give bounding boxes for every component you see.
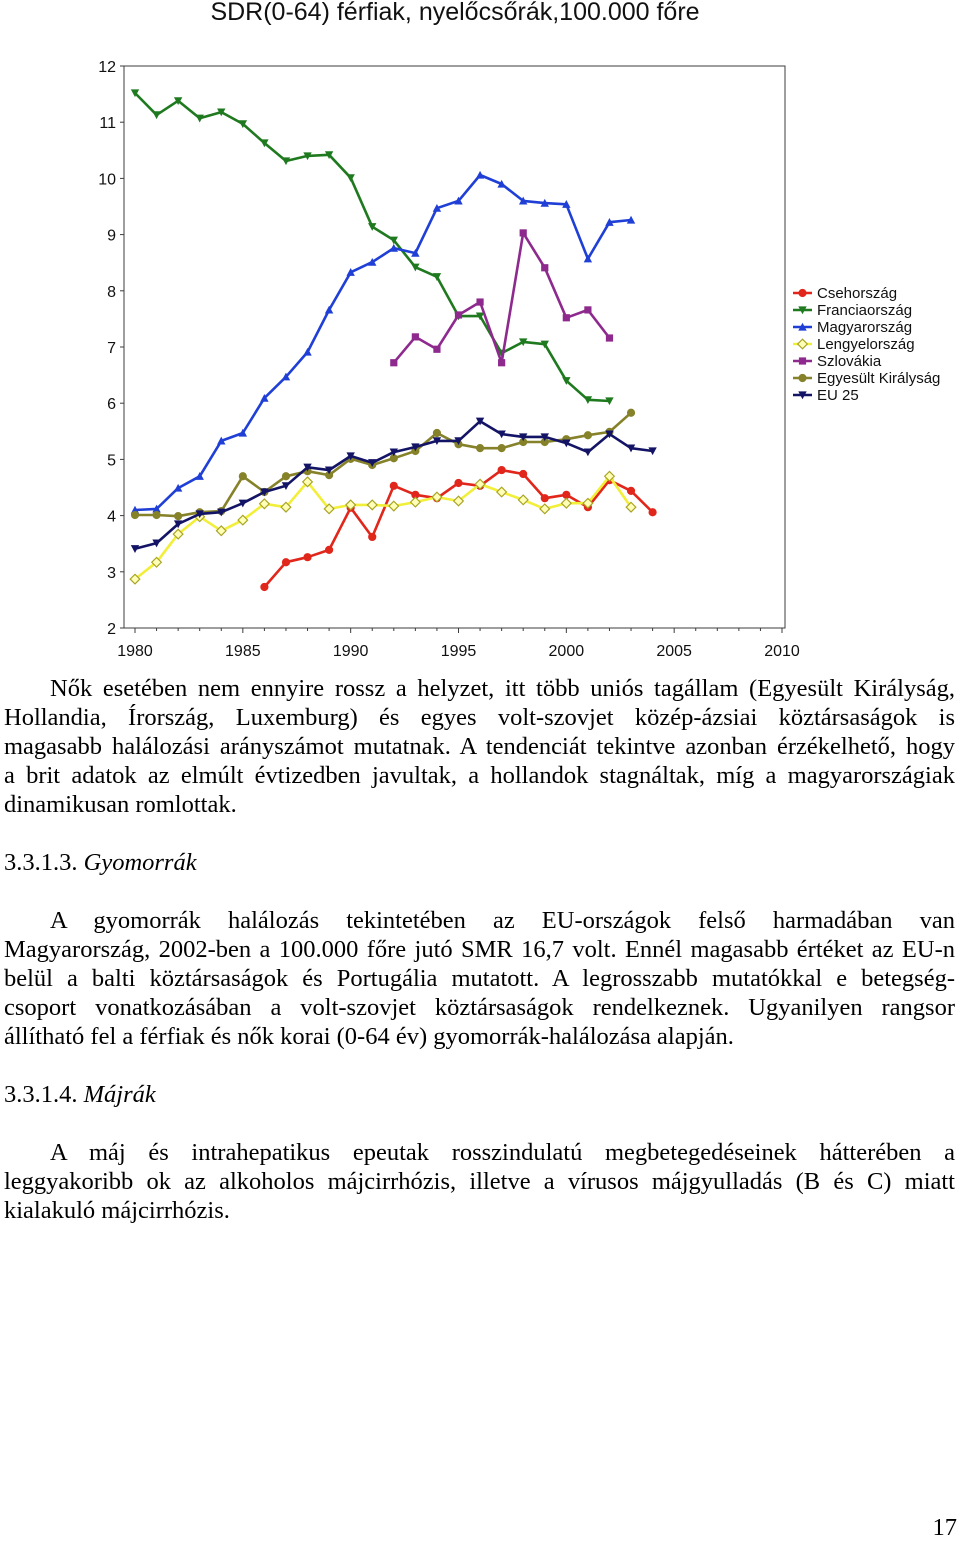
series-franciaorszag <box>131 89 614 405</box>
section-title: Májrák <box>83 1081 156 1108</box>
section-heading-majrak <box>4 1080 955 1109</box>
data-point <box>584 448 592 456</box>
legend-label: Szlovákia <box>817 353 882 370</box>
data-point <box>563 491 570 498</box>
legend-item-csehorszag <box>793 285 897 302</box>
legend-marker <box>799 374 806 381</box>
legend-label: Franciaország <box>817 302 913 319</box>
y-tick-label: 3 <box>107 564 116 582</box>
y-tick-label: 9 <box>107 227 116 245</box>
y-tick-label: 11 <box>99 115 116 133</box>
data-point <box>606 334 613 341</box>
data-point <box>520 229 527 236</box>
data-point <box>498 359 505 366</box>
paragraph-line: A gyomorrák halálozás tekintetében az EU-országok felső harmadában van <box>50 907 955 934</box>
data-point <box>627 487 634 494</box>
paragraph-line: magasabb halálozási arányszámot mutatnak. A tendenciát tekintve azonban érzékelhető, hogy <box>4 733 955 760</box>
data-point <box>390 359 397 366</box>
data-point <box>476 171 484 179</box>
data-point <box>175 513 182 520</box>
data-point <box>497 487 507 497</box>
data-point <box>433 346 440 353</box>
y-tick-label: 12 <box>98 59 116 76</box>
paragraph-line: Magyarország, 2002-ben a 100.000 főre jutó SMR 16,7 volt. Ennél magasabb értéket az EU-n <box>4 936 955 963</box>
x-tick-label: 2005 <box>656 643 692 660</box>
paragraph-line: állítható fel a férfiak és nők korai (0-64 év) gyomorrák-halálozása alapján. <box>4 1023 734 1050</box>
chart-series-layer <box>130 89 657 590</box>
data-point <box>649 509 656 516</box>
data-point <box>152 111 160 119</box>
paragraph-2 <box>4 906 955 1051</box>
data-point <box>476 445 483 452</box>
paragraph-line: A máj és intrahepatikus epeutak rosszindulatú megbetegedéseinek hátterében a <box>50 1139 955 1166</box>
x-tick-label: 1985 <box>225 643 261 660</box>
legend-item-lengyelorszag <box>793 336 915 353</box>
y-tick-label: 2 <box>107 621 116 638</box>
legend-item-egyesult-kiralysag <box>793 370 940 387</box>
data-point <box>412 333 419 340</box>
x-tick-label: 1995 <box>440 643 477 660</box>
legend-item-eu-25 <box>793 387 859 404</box>
data-point <box>433 429 440 436</box>
section-title: Gyomorrák <box>83 849 197 876</box>
legend-item-franciaorszag <box>793 302 912 319</box>
page-number: 17 <box>932 1514 957 1541</box>
section-number: 3.3.1.3. <box>4 849 78 876</box>
data-point <box>369 533 376 540</box>
legend-marker <box>799 289 806 296</box>
series-lengyelorszag <box>130 471 636 583</box>
y-tick-label: 7 <box>107 340 116 357</box>
data-point <box>455 311 462 318</box>
paragraph-line: Hollandia, Írország, Luxemburg) és egyes volt-szovjet közép-ázsiai köztársaságok is <box>4 704 955 731</box>
legend-label: Csehország <box>817 285 898 302</box>
data-point <box>455 479 462 486</box>
data-point <box>498 445 505 452</box>
plot-area-frame <box>124 66 785 628</box>
blank-line <box>4 819 955 848</box>
data-point <box>411 497 421 507</box>
data-point <box>476 298 483 305</box>
data-point <box>584 306 591 313</box>
series-line <box>135 476 631 579</box>
data-point <box>131 511 138 518</box>
paragraph-line: a brit adatok az elmúlt évtizedben javultak, a hollandok stagnáltak, míg a magyarországiak <box>4 762 955 789</box>
legend-item-szlovakia <box>793 353 882 370</box>
paragraph-line: belül a balti köztársaságok és Portugália mutatott. A legrosszabb mutatókkal e betegség- <box>4 965 955 992</box>
data-point <box>153 511 160 518</box>
chart-title: SDR(0-64) férfiak, nyelőcsőrák,100.000 főre <box>210 0 700 26</box>
blank-line <box>4 1051 955 1080</box>
data-point <box>562 498 572 508</box>
legend-label: Magyarország <box>817 319 913 336</box>
paragraph-line: kialakuló májcirrhózis. <box>4 1197 230 1224</box>
section-number: 3.3.1.4. <box>4 1081 78 1108</box>
legend-label: EU 25 <box>817 387 859 404</box>
x-tick-label: 2010 <box>764 643 800 660</box>
data-point <box>390 482 397 489</box>
y-tick-label: 6 <box>107 396 116 414</box>
legend-marker <box>798 339 808 349</box>
paragraph-line: leggyakoribb ok az alkoholos májcirrhózis, illetve a vírusos májgyulladás (B és C) miatt <box>4 1168 955 1195</box>
data-point <box>282 473 289 480</box>
paragraph-3 <box>4 1138 955 1225</box>
data-point <box>540 504 550 514</box>
series-szlovakia <box>390 229 613 366</box>
data-point <box>239 473 246 480</box>
blank-line <box>4 1109 955 1138</box>
data-point <box>304 554 311 561</box>
legend-label: Lengyelország <box>817 336 915 353</box>
chart-legend <box>793 285 940 404</box>
legend-label: Egyesült Királyság <box>817 370 941 387</box>
paragraph-line: Nők esetében nem ennyire rossz a helyzet, itt több uniós tagállam (Egyesült Királyság, <box>50 675 955 702</box>
blank-line <box>4 877 955 906</box>
line-chart <box>0 0 960 665</box>
paragraph-line: csoport vonatkozásában a volt-szovjet köztársaságok rendelkeznek. Ugyanilyen rangsor <box>4 994 955 1021</box>
data-point <box>367 500 377 510</box>
series-line <box>135 93 610 401</box>
x-tick-label: 1980 <box>117 643 153 660</box>
data-point <box>498 466 505 473</box>
y-tick-label: 10 <box>98 171 116 189</box>
y-tick-label: 8 <box>107 283 116 301</box>
series-line <box>394 233 610 363</box>
x-tick-label: 1990 <box>332 643 369 660</box>
paragraph-1 <box>4 674 955 819</box>
data-point <box>261 583 268 590</box>
data-point <box>541 264 548 271</box>
legend-item-magyarorszag <box>793 319 912 336</box>
series-line <box>135 413 631 516</box>
y-tick-label: 4 <box>107 508 116 526</box>
data-point <box>518 495 528 505</box>
section-heading-gyomorrak <box>4 848 955 877</box>
paragraph-line: dinamikusan romlottak. <box>4 791 237 818</box>
data-point <box>584 432 591 439</box>
data-point <box>520 470 527 477</box>
data-point <box>346 174 354 182</box>
series-csehorszag <box>261 466 656 590</box>
data-point <box>563 314 570 321</box>
x-tick-label: 2000 <box>548 643 585 660</box>
data-point <box>326 546 333 553</box>
series-line <box>135 175 631 510</box>
series-line <box>264 470 652 587</box>
legend-marker <box>799 357 806 364</box>
chart-axes <box>98 59 800 660</box>
document-body <box>4 674 955 1225</box>
data-point <box>541 495 548 502</box>
y-tick-label: 5 <box>107 452 116 470</box>
data-point <box>282 559 289 566</box>
data-point <box>627 409 634 416</box>
data-point <box>389 501 399 511</box>
